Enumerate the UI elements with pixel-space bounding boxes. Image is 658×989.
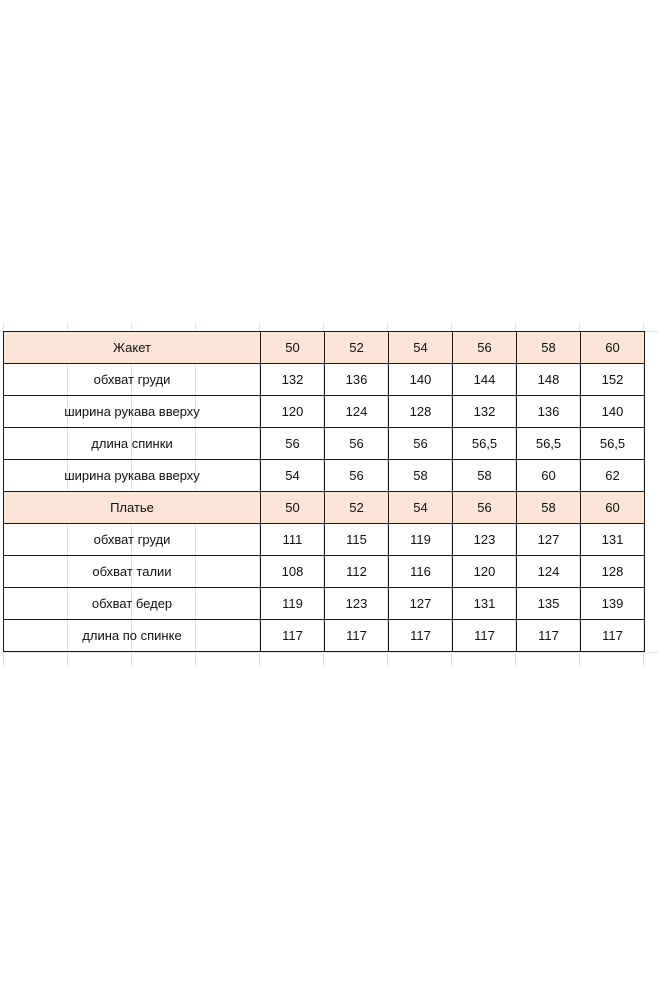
value-cell: 120 (453, 556, 517, 588)
value-cell: 117 (325, 620, 389, 652)
measurement-label: длина спинки (4, 428, 261, 460)
section-title-jacket: Жакет (4, 332, 261, 364)
value-cell: 111 (261, 524, 325, 556)
value-cell: 56,5 (581, 428, 645, 460)
value-cell: 56 (261, 428, 325, 460)
gridline (0, 652, 658, 653)
measurement-label: обхват груди (4, 364, 261, 396)
table-row (4, 460, 645, 492)
value-cell: 117 (261, 620, 325, 652)
value-cell: 127 (389, 588, 453, 620)
table-row (4, 588, 645, 620)
section-title-dress: Платье (4, 492, 261, 524)
value-cell: 152 (581, 364, 645, 396)
value-cell: 123 (325, 588, 389, 620)
size-header-cell: 50 (261, 492, 325, 524)
value-cell: 60 (517, 460, 581, 492)
value-cell: 56 (325, 428, 389, 460)
value-cell: 117 (389, 620, 453, 652)
measurement-label: ширина рукава вверху (4, 396, 261, 428)
size-header-cell: 58 (517, 332, 581, 364)
value-cell: 117 (453, 620, 517, 652)
value-cell: 108 (261, 556, 325, 588)
value-cell: 54 (261, 460, 325, 492)
measurement-label: обхват бедер (4, 588, 261, 620)
value-cell: 127 (517, 524, 581, 556)
size-header-cell: 60 (581, 492, 645, 524)
value-cell: 120 (261, 396, 325, 428)
size-header-cell: 50 (261, 332, 325, 364)
size-header-cell: 52 (325, 332, 389, 364)
size-header-cell: 56 (453, 492, 517, 524)
size-header-cell: 52 (325, 492, 389, 524)
value-cell: 119 (389, 524, 453, 556)
size-header-cell: 54 (389, 332, 453, 364)
value-cell: 115 (325, 524, 389, 556)
value-cell: 124 (325, 396, 389, 428)
table-row (4, 428, 645, 460)
table-row (4, 524, 645, 556)
section-header-row-jacket (4, 332, 645, 364)
value-cell: 112 (325, 556, 389, 588)
section-header-row-dress (4, 492, 645, 524)
value-cell: 119 (261, 588, 325, 620)
value-cell: 56,5 (517, 428, 581, 460)
size-header-cell: 60 (581, 332, 645, 364)
value-cell: 139 (581, 588, 645, 620)
measurement-label: обхват талии (4, 556, 261, 588)
table-row (4, 556, 645, 588)
value-cell: 117 (517, 620, 581, 652)
value-cell: 58 (453, 460, 517, 492)
value-cell: 128 (389, 396, 453, 428)
value-cell: 56 (389, 428, 453, 460)
value-cell: 131 (453, 588, 517, 620)
value-cell: 136 (325, 364, 389, 396)
value-cell: 62 (581, 460, 645, 492)
value-cell: 132 (453, 396, 517, 428)
value-cell: 123 (453, 524, 517, 556)
value-cell: 58 (389, 460, 453, 492)
measurement-label: длина по спинке (4, 620, 261, 652)
value-cell: 116 (389, 556, 453, 588)
measurement-label: ширина рукава вверху (4, 460, 261, 492)
value-cell: 131 (581, 524, 645, 556)
size-chart-table (3, 331, 645, 652)
size-header-cell: 58 (517, 492, 581, 524)
table-row (4, 396, 645, 428)
table-row (4, 620, 645, 652)
measurement-label: обхват груди (4, 524, 261, 556)
size-header-cell: 56 (453, 332, 517, 364)
value-cell: 140 (389, 364, 453, 396)
value-cell: 144 (453, 364, 517, 396)
value-cell: 135 (517, 588, 581, 620)
value-cell: 140 (581, 396, 645, 428)
size-header-cell: 54 (389, 492, 453, 524)
value-cell: 136 (517, 396, 581, 428)
value-cell: 56,5 (453, 428, 517, 460)
value-cell: 128 (581, 556, 645, 588)
table-row (4, 364, 645, 396)
value-cell: 132 (261, 364, 325, 396)
value-cell: 148 (517, 364, 581, 396)
value-cell: 56 (325, 460, 389, 492)
value-cell: 117 (581, 620, 645, 652)
value-cell: 124 (517, 556, 581, 588)
